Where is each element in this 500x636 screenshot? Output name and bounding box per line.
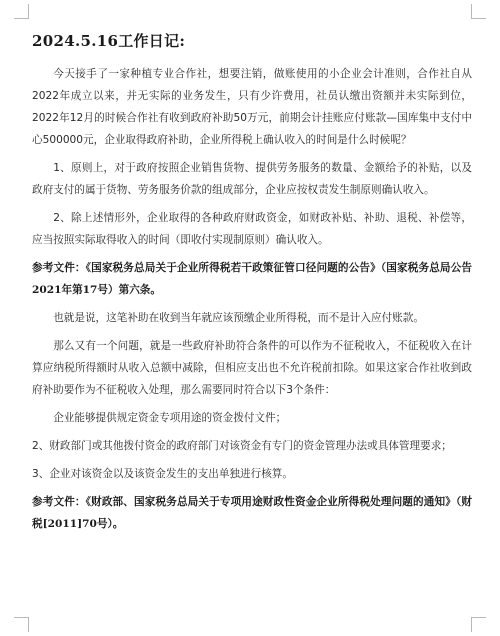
paragraph-conclusion: 也就是说，这笔补助在收到当年就应该预缴企业所得税，而不是计入应付账款。 — [53, 312, 424, 324]
paragraph-non-taxable: 那么又有一个问题，就是一些政府补助符合条件的可以作为不征税收入，不征税收入在计算应纳税所得额时从收入总额中减除，但相应支出也不允许税前扣除。如果这家合作社收到政府补助要作为不征税收入处理，那么需要同时符合以下3个条件： — [32, 340, 472, 396]
paragraph-intro: 今天接手了一家种植专业合作社，想要注销，做账使用的小企业会计准则，合作社自从2022年成立以来，并无实际的业务发生，只有少许费用，社员认缴出资额并未实际到位，2022年12月的时候合作社有收到政府补助50万元，前期会计挂账应付账款—国库集中支付中心500000元，企业取得政府补助，企业所得税上确认收入的时间是什么时候呢？ — [32, 68, 472, 146]
reference-citation-1: 参考文件：《国家税务总局关于企业所得税若干政策征管口径问题的公告》（国家税务总局公告2021年第17号）第六条。 — [32, 262, 472, 296]
page-corner-mark — [14, 4, 29, 19]
condition-1: 企业能够提供规定资金专项用途的资金拨付文件； — [53, 412, 287, 424]
document-body — [32, 30, 472, 541]
condition-2: 2、财政部门或其他拨付资金的政府部门对该资金有专门的资金管理办法或具体管理要求； — [32, 440, 452, 452]
page-corner-mark — [14, 617, 29, 632]
page-corner-mark — [471, 4, 486, 19]
page-corner-mark — [471, 617, 486, 632]
condition-3: 3、企业对该资金以及该资金发生的支出单独进行核算。 — [32, 468, 293, 480]
paragraph-point-1: 1、原则上，对于政府按照企业销售货物、提供劳务服务的数量、金额给予的补贴，以及政府支付的属于货物、劳务服务价款的组成部分，企业应按权责发生制原则确认收入。 — [32, 162, 472, 196]
paragraph-point-2: 2、除上述情形外，企业取得的各种政府财政资金，如财政补贴、补助、退税、补偿等，应当按照实际取得收入的时间（即收付实现制原则）确认收入。 — [32, 212, 472, 246]
reference-citation-2: 参考文件：《财政部、国家税务总局关于专项用途财政性资金企业所得税处理问题的通知》（财税[2011]70号）。 — [32, 496, 472, 530]
document-title: 2024.5.16工作日记: — [32, 32, 186, 50]
